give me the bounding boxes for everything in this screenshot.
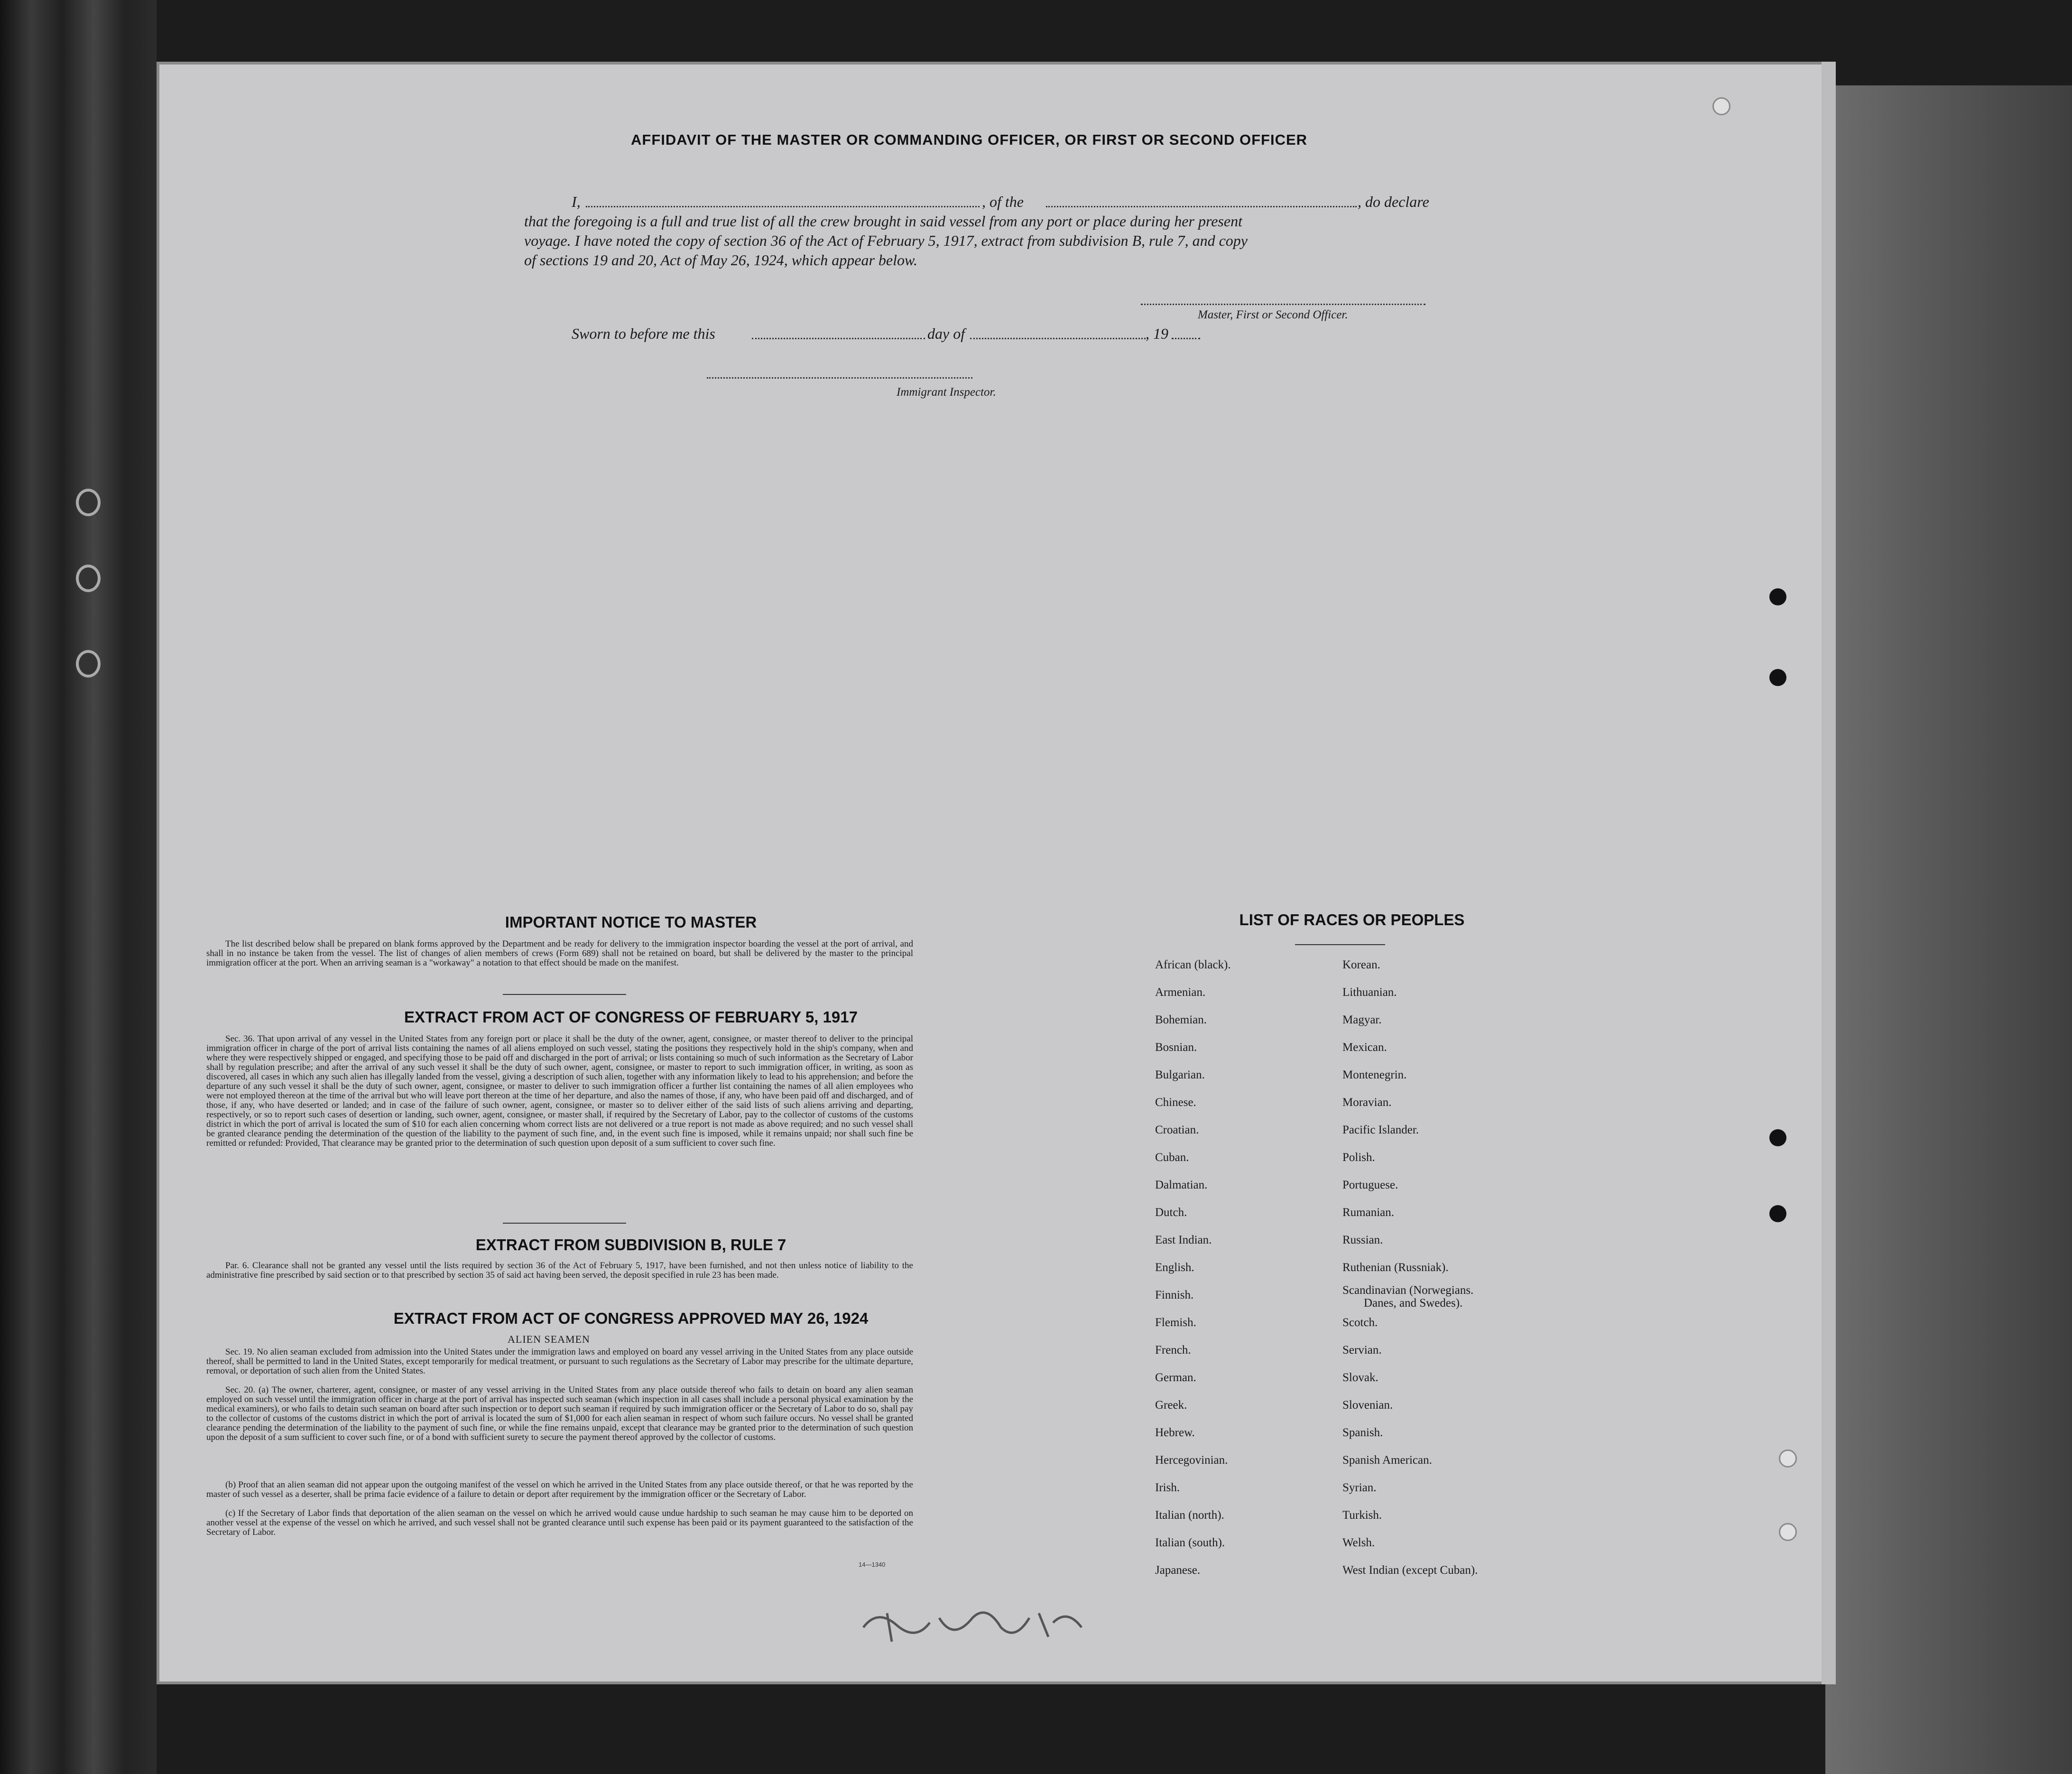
extract-rule7-title: EXTRACT FROM SUBDIVISION B, RULE 7 <box>475 1236 786 1254</box>
race-item: Korean. <box>1342 958 1380 971</box>
affidavit-line-3: voyage. I have noted the copy of section 36 of the Act of February 5, 1917, extract from subdivision B, rule 7, and copy <box>524 232 1248 249</box>
affidavit-i: I, <box>572 193 581 210</box>
divider <box>503 994 626 995</box>
race-item: Cuban. <box>1155 1151 1189 1164</box>
races-title: LIST OF RACES OR PEOPLES <box>1239 911 1465 929</box>
binder-hole <box>76 489 101 516</box>
punch-mark <box>1769 669 1786 686</box>
affidavit-line-2: that the foregoing is a full and true list of all the crew brought in said vessel from any port or place during her present <box>524 213 1242 230</box>
race-item: Scandinavian (Norwegians. <box>1342 1284 1474 1297</box>
document-page <box>157 62 1836 1684</box>
punch-mark <box>1769 588 1786 605</box>
race-item: Russian. <box>1342 1234 1383 1246</box>
binder-hole <box>1779 1449 1797 1467</box>
race-item: Dalmatian. <box>1155 1179 1208 1191</box>
race-item: Lithuanian. <box>1342 986 1397 999</box>
race-item: Spanish. <box>1342 1426 1383 1439</box>
race-item: Croatian. <box>1155 1124 1199 1136</box>
race-item: Welsh. <box>1342 1536 1375 1549</box>
day-of-label: day of <box>927 325 965 342</box>
race-item: Hercegovinian. <box>1155 1454 1228 1467</box>
race-item: East Indian. <box>1155 1234 1212 1246</box>
race-item: Magyar. <box>1342 1013 1382 1026</box>
race-item: Scotch. <box>1342 1316 1378 1329</box>
affidavit-of-the: , of the <box>982 193 1024 210</box>
inspector-signature-line <box>707 377 972 379</box>
binder-hole <box>1712 97 1730 115</box>
sec20a-text: Sec. 20. (a) The owner, charterer, agent, consignee, or master of any vessel arriving in the United States from any place outside thereof who fails to detain on board any alien seaman employed on such vessel until the immigration officer in charge at the port of arrival has inspected such seaman (which inspection in all cases shall include a personal physical examination by the medical examiners), or who fails to detain such seaman on board after such inspection or to deport such seaman if required by such immigration officer or the Secretary of Labor to do so, shall pay to the collector of customs of the customs district in which the port of arrival is located the sum of $1,000 for each alien seaman in respect of whom such failure occurs. No vessel shall be granted clearance pending the determination of the liability to the payment of such fine, or while the fine remains unpaid, except that clearance may be granted prior to the determination of such question upon the deposit of a sum sufficient to cover such fine, or of a bond with sufficient surety to secure the payment thereof approved by the collector of customs. <box>206 1385 913 1442</box>
binder-hole <box>1779 1523 1797 1541</box>
race-item: Mexican. <box>1342 1041 1387 1054</box>
affidavit-title: AFFIDAVIT OF THE MASTER OR COMMANDING OFFICER, OR FIRST OR SECOND OFFICER <box>631 131 1308 148</box>
sworn-day-blank <box>752 338 925 339</box>
race-item: Portuguese. <box>1342 1179 1398 1191</box>
punch-mark <box>1769 1129 1786 1146</box>
race-item: Bohemian. <box>1155 1013 1207 1026</box>
race-item: Bulgarian. <box>1155 1068 1205 1081</box>
scan-frame-right <box>1825 85 2072 1774</box>
divider <box>1295 944 1385 945</box>
race-item: Chinese. <box>1155 1096 1196 1109</box>
race-item: Italian (north). <box>1155 1509 1224 1522</box>
year-prefix: , 19 <box>1146 325 1168 342</box>
race-item: Pacific Islander. <box>1342 1124 1419 1136</box>
notice-text: The list described below shall be prepared on blank forms approved by the Department and be ready for delivery to the immigration inspector boarding the vessel at the port of arrival, and shall in no instance be taken from the vessel. The list of changes of alien members of crews (Form 689) shall not be retained on board, but shall be delivered by the master to the principal immigration officer at the port. When an arriving seaman is a "workaway" a notation to that effect should be made on the manifest. <box>206 939 913 968</box>
race-item-continued: Danes, and Swedes). <box>1364 1297 1463 1310</box>
binder-hole <box>76 650 101 678</box>
affidavit-do-declare: , do declare <box>1358 193 1429 210</box>
vessel-blank <box>1046 206 1357 207</box>
notice-title: IMPORTANT NOTICE TO MASTER <box>505 913 757 931</box>
race-item: French. <box>1155 1344 1191 1356</box>
sec19-text: Sec. 19. No alien seaman excluded from admission into the United States under the immigration laws and employed on board any vessel arriving in the United States from any place outside thereof, shall be permitted to land in the United States, except temporarily for medical treatment, or pursuant to such regulations as the Secretary of Labor may prescribe for the ultimate departure, removal, or deportation of such alien from the United States. <box>206 1347 913 1376</box>
race-item: Servian. <box>1342 1344 1382 1356</box>
sec20c-text: (c) If the Secretary of Labor finds that deportation of the alien seaman on the vessel on which he arrived would cause undue hardship to such seaman he may cause him to be deported on another vessel at the expense of the vessel on which he arrived, and such vessel shall not be granted clearance until such expense has been paid or its payment guaranteed to the satisfaction of the Secretary of Labor. <box>206 1508 913 1537</box>
race-item: Polish. <box>1342 1151 1375 1164</box>
race-item: Turkish. <box>1342 1509 1382 1522</box>
extract-rule7-text: Par. 6. Clearance shall not be granted any vessel until the lists required by section 36 of the Act of February 5, 1917, have been furnished, and not then unless notice of liability to the administrative fine prescribed by said section or to that prescribed by section 35 of said act having been served, the deposit specified in rule 23 has been made. <box>206 1261 913 1280</box>
race-item: Flemish. <box>1155 1316 1196 1329</box>
race-item: Montenegrin. <box>1342 1068 1407 1081</box>
year-blank <box>1172 338 1200 339</box>
race-item: West Indian (except Cuban). <box>1342 1564 1478 1577</box>
divider <box>503 1223 626 1224</box>
race-item: Spanish American. <box>1342 1454 1432 1467</box>
race-item: Hebrew. <box>1155 1426 1195 1439</box>
form-number: 14—1340 <box>859 1561 886 1568</box>
master-signature-line <box>1141 304 1425 305</box>
alien-seamen-subtitle: ALIEN SEAMEN <box>508 1333 590 1345</box>
race-item: Greek. <box>1155 1399 1187 1412</box>
sworn-label: Sworn to before me this <box>572 325 715 342</box>
punch-mark <box>1769 1205 1786 1222</box>
race-item: Slovenian. <box>1342 1399 1393 1412</box>
race-item: African (black). <box>1155 958 1231 971</box>
race-item: Bosnian. <box>1155 1041 1197 1054</box>
race-item: German. <box>1155 1371 1196 1384</box>
binder-hole <box>76 565 101 592</box>
race-item: Ruthenian (Russniak). <box>1342 1261 1449 1274</box>
race-item: Italian (south). <box>1155 1536 1225 1549</box>
race-item: Slovak. <box>1342 1371 1378 1384</box>
handwritten-signature <box>859 1599 1096 1656</box>
race-item: English. <box>1155 1261 1194 1274</box>
extract-1924-title: EXTRACT FROM ACT OF CONGRESS APPROVED MAY 26, 1924 <box>393 1310 869 1327</box>
master-signature-label: Master, First or Second Officer. <box>1198 308 1348 321</box>
extract-1917-text: Sec. 36. That upon arrival of any vessel in the United States from any foreign port or place it shall be the duty of the owner, agent, consignee, or master thereof to deliver to the principal immigration officer in charge of the port of arrival lists containing the names of all aliens employed on such vessel, stating the positions they respectively hold in the ship's company, when and where they were respectively shipped or engaged, and specifying those to be paid off and discharged in the port of arrival; or lists containing so much of such information as the Secretary of Labor shall by regulation prescribe; and after the arrival of any such vessel it shall be the duty of such owner, agent, consignee, or master to report to such immigration officer, in writing, as soon as discovered, all cases in which any such alien has illegally landed from the vessel, giving a description of such alien, together with any information likely to lead to his apprehension; and before the departure of any such vessel it shall be the duty of such owner, agent, consignee, or master to deliver to such immigration officer a further list containing the names of all alien employees who were not employed thereon at the time of the arrival but who will leave port thereon at the time of her departure, and also the names of those, if any, who have been paid off and discharged, and of those, if any, who have deserted or landed; and in case of the failure of such owner, agent, consignee, or master so to deliver either of the said lists of such aliens arriving and departing, respectively, or so to report such cases of desertion or landing, such owner, agent, consignee, or master shall, if required by the Secretary of Labor, pay to the collector of customs of the customs district in which the port of arrival is located the sum of $10 for each alien concerning whom correct lists are not delivered or a true report is not made as above required; and no such vessel shall be granted clearance pending the determination of the question of the liability to the payment of such fine, and, in the event such fine is imposed, while it remains unpaid; nor shall such fine be remitted or refunded: Provided, That clearance may be granted prior to the determination of such question upon deposit of a sum sufficient to cover such fine. <box>206 1034 913 1148</box>
race-item: Irish. <box>1155 1481 1180 1494</box>
race-item: Japanese. <box>1155 1564 1201 1577</box>
race-item: Dutch. <box>1155 1206 1187 1219</box>
race-item: Moravian. <box>1342 1096 1392 1109</box>
scan-frame-left <box>0 0 157 1774</box>
extract-1917-title: EXTRACT FROM ACT OF CONGRESS OF FEBRUARY 5, 1917 <box>404 1008 858 1026</box>
inspector-label: Immigrant Inspector. <box>897 386 996 399</box>
race-item: Finnish. <box>1155 1289 1194 1301</box>
sec20b-text: (b) Proof that an alien seaman did not appear upon the outgoing manifest of the vessel on which he arrived in the United States from any place outside thereof, or that he was reported by the master of such vessel as a deserter, shall be prima facie evidence of a failure to detain or deport after requirement by the immigration officer or the Secretary of Labor. <box>206 1480 913 1499</box>
sworn-month-blank <box>970 338 1146 339</box>
name-blank <box>586 206 980 207</box>
race-item: Rumanian. <box>1342 1206 1395 1219</box>
affidavit-line-4: of sections 19 and 20, Act of May 26, 1924, which appear below. <box>524 251 917 269</box>
race-item: Syrian. <box>1342 1481 1377 1494</box>
race-item: Armenian. <box>1155 986 1206 999</box>
